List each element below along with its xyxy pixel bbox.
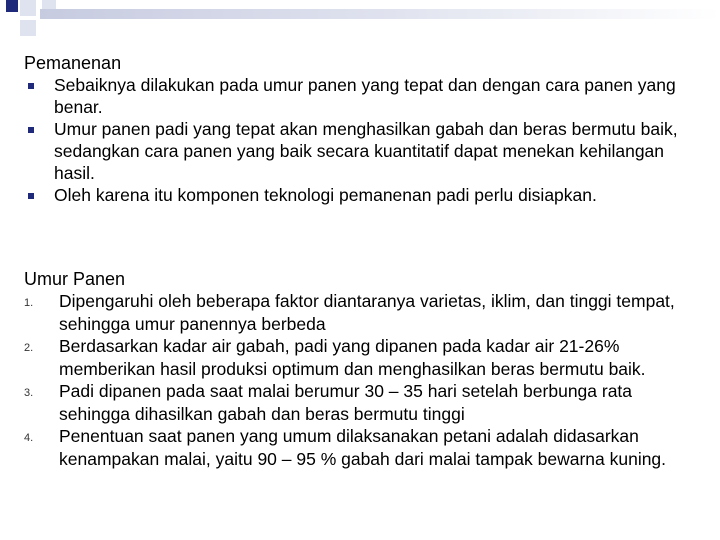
square-bullet-icon: [28, 83, 34, 89]
numbered-item: [24, 380, 704, 425]
bullet-text: Sebaiknya dilakukan pada umur panen yang tepat dan dengan cara panen yang benar.: [54, 75, 676, 117]
bullet-item: [24, 74, 704, 118]
title-bar-gradient: [40, 9, 720, 19]
decor-square: [20, 20, 36, 36]
numbered-item: [24, 290, 704, 335]
section-title: Umur Panen: [24, 269, 126, 289]
item-text: Dipengaruhi oleh beberapa faktor diantaranya varietas, iklim, dan tinggi tempat, sehingga umur panennya berbeda: [59, 291, 675, 334]
item-number: 3.: [24, 387, 34, 399]
item-text: Berdasarkan kadar air gabah, padi yang dipanen pada kadar air 21-26% memberikan hasil produksi optimum dan menghasilkan beras bermutu baik.: [59, 336, 646, 379]
numbered-item: [24, 425, 704, 470]
section-umur-panen: [24, 268, 704, 470]
bullet-item: [24, 184, 704, 206]
numbered-list: [24, 290, 704, 470]
slide-content: [24, 52, 704, 469]
decor-square: [6, 0, 18, 12]
item-number: 2.: [24, 342, 34, 354]
square-bullet-icon: [28, 127, 34, 133]
section-pemanenan: [24, 52, 704, 206]
bullet-item: [24, 118, 704, 184]
bullet-list: [24, 74, 704, 206]
item-number: 4.: [24, 432, 34, 444]
item-number: 1.: [24, 297, 34, 309]
numbered-item: [24, 335, 704, 380]
item-text: Padi dipanen pada saat malai berumur 30 – 35 hari setelah berbunga rata sehingga dihasilkan gabah dan beras bermutu tinggi: [59, 381, 633, 424]
bullet-text: Umur panen padi yang tepat akan menghasilkan gabah dan beras bermutu baik, sedangkan cara panen yang baik secara kuantitatif dapat menekan kehilangan hasil.: [54, 119, 678, 183]
decor-square: [20, 0, 36, 16]
bullet-text: Oleh karena itu komponen teknologi pemanenan padi perlu disiapkan.: [54, 185, 597, 205]
section-title: Pemanenan: [24, 53, 122, 73]
item-text: Penentuan saat panen yang umum dilaksanakan petani adalah didasarkan kenampakan malai, yaitu 90 – 95 % gabah dari malai tampak bewarna kuning.: [59, 426, 667, 469]
square-bullet-icon: [28, 193, 34, 199]
